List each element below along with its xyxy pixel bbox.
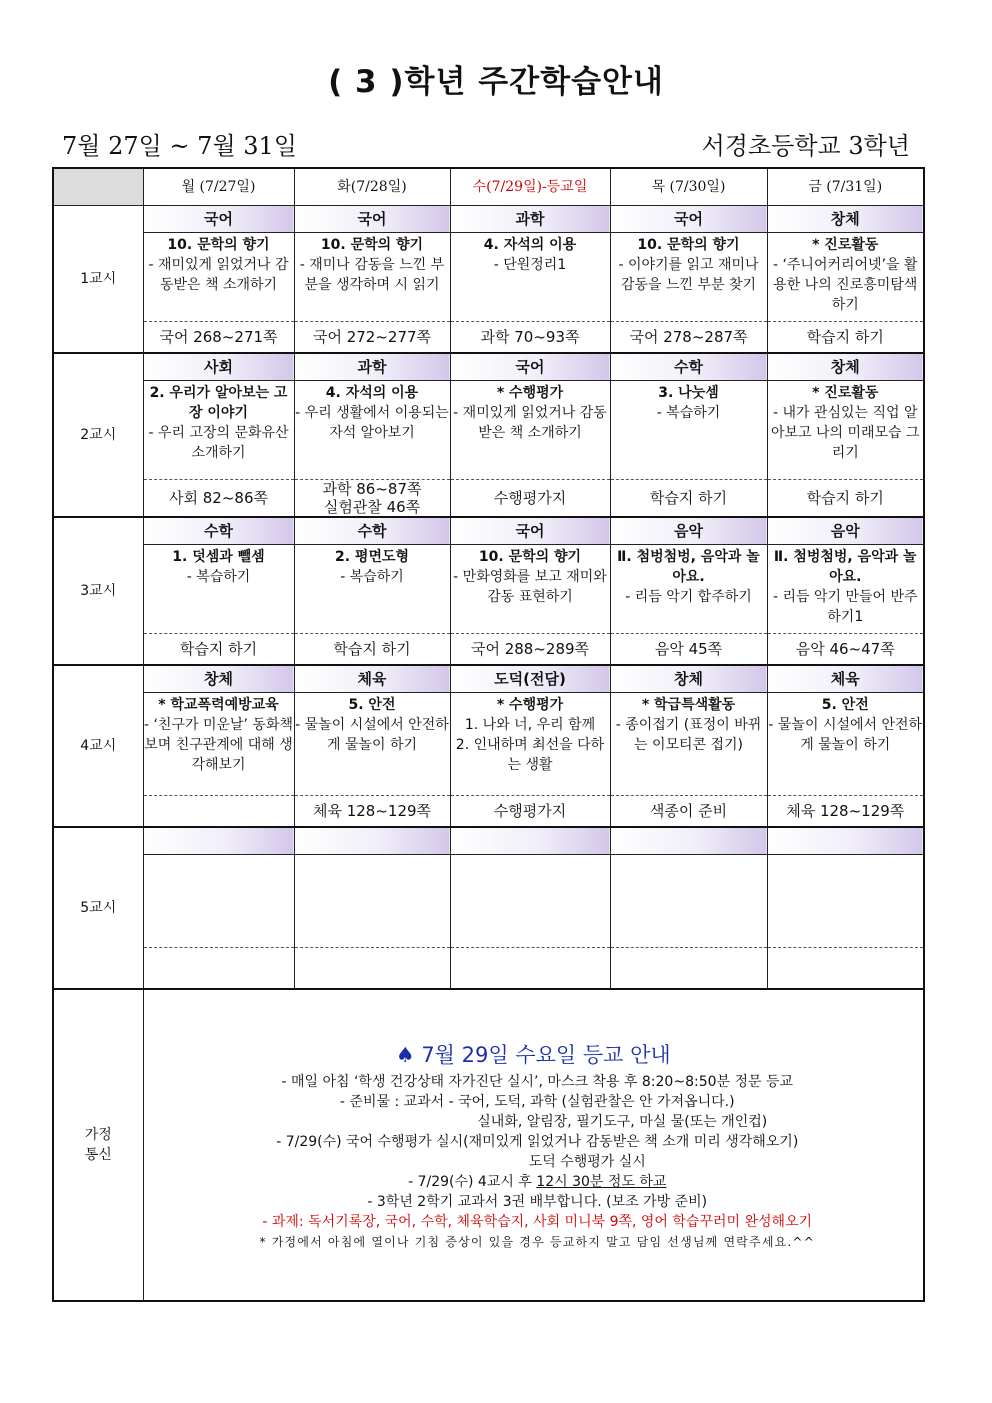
lesson-title: 4. 자석의 이용 (483, 237, 577, 253)
textbook-page-cell (143, 948, 294, 990)
subject-cell: 수학 (610, 353, 767, 381)
lesson-description: - 물놀이 시설에서 안전하게 물놀이 하기 (295, 717, 449, 753)
subject-cell: 국어 (610, 206, 767, 233)
page-title: ( 3 )학년 주간학습안내 (328, 64, 664, 100)
lesson-description: - 단원정리1 (493, 257, 567, 273)
period-label: 1교시 (53, 206, 143, 354)
subject-cell: 체육 (294, 665, 450, 693)
lesson-title: * 학급특색활동 (641, 697, 736, 713)
subject-cell: 창체 (610, 665, 767, 693)
page-row (53, 322, 924, 354)
lesson-cell (767, 855, 924, 948)
lesson-title: * 학교폭력예방교육 (158, 697, 279, 713)
lesson-cell (767, 693, 924, 796)
lesson-title: 10. 문학의 향기 (320, 237, 424, 253)
subject-cell (767, 827, 924, 855)
lesson-cell (450, 693, 610, 796)
subject-cell: 과학 (294, 353, 450, 381)
lesson-title: * 수행평가 (496, 697, 564, 713)
lesson-title: 4. 자석의 이용 (325, 385, 419, 401)
lesson-description: - 리듬 악기 만들어 반주하기1 (772, 589, 918, 625)
notice-text: (보조 가방 준비) (606, 1194, 708, 1210)
textbook-page-cell: 학습지 하기 (610, 480, 767, 518)
lesson-title: Ⅱ. 첨벙첨벙, 음악과 놀아요. (773, 549, 917, 585)
notice-text-underlined: 12시 30분 정도 하교 (536, 1174, 667, 1190)
page-row (53, 480, 924, 518)
notice-row (53, 989, 924, 1301)
notice-line: 실내화, 알림장, 필기도구, 마실 물(또는 개인컵) (477, 1114, 768, 1130)
lesson-cell (610, 855, 767, 948)
textbook-page-cell: 국어 272~277쪽 (294, 322, 450, 354)
textbook-page-cell: 사회 82~86쪽 (143, 480, 294, 518)
lesson-cell (610, 545, 767, 634)
subject-cell (450, 827, 610, 855)
textbook-page-cell: 음악 45쪽 (610, 634, 767, 666)
lesson-cell (143, 855, 294, 948)
lesson-cell (610, 693, 767, 796)
lesson-cell (450, 381, 610, 480)
textbook-page-cell: 음악 46~47쪽 (767, 634, 924, 666)
subject-cell: 국어 (450, 353, 610, 381)
lesson-description: - ‘친구가 미운날’ 동화책 보며 친구관계에 대해 생각해보기 (143, 717, 294, 773)
subject-cell (610, 827, 767, 855)
lesson-description: - 만화영화를 보고 재미와 감동 표현하기 (453, 569, 607, 605)
subject-cell: 국어 (294, 206, 450, 233)
content-row (53, 855, 924, 948)
lesson-description: - 재미있게 읽었거나 감동받은 책 소개하기 (148, 257, 289, 293)
lesson-cell (767, 545, 924, 634)
lesson-cell (143, 693, 294, 796)
day-header: 목 (7/30일) (610, 168, 767, 206)
subject-cell: 음악 (767, 517, 924, 545)
lesson-description: - 물놀이 시설에서 안전하게 물놀이 하기 (768, 717, 923, 753)
corner-cell (53, 168, 143, 206)
lesson-description: - 리듬 악기 합주하기 (625, 589, 752, 605)
notice-line: - 매일 아침 ‘학생 건강상태 자가진단 실시’, 마스크 착용 후 8:20~8:50분 정문 등교 (281, 1074, 794, 1090)
lesson-cell (294, 855, 450, 948)
notice-text: 실시(재미있게 읽었거나 감동받은 책 소개 미리 생각해오기) (431, 1134, 799, 1150)
textbook-page-cell (143, 796, 294, 828)
textbook-page-cell: 국어 278~287쪽 (610, 322, 767, 354)
notice-text: - 준비물 : 교과서 - (339, 1094, 459, 1110)
day-header: 월 (7/27일) (143, 168, 294, 206)
subject-cell: 국어 (143, 206, 294, 233)
lesson-cell (143, 545, 294, 634)
lesson-title: 1. 덧셈과 뺄셈 (172, 549, 265, 565)
subject-cell: 수학 (143, 517, 294, 545)
period-label: 3교시 (53, 517, 143, 665)
day-header-school-day: 수(7/29일)-등교일 (450, 168, 610, 206)
lesson-title: * 진로활동 (812, 385, 879, 401)
content-row (53, 693, 924, 796)
textbook-page-cell: 수행평가지 (450, 480, 610, 518)
notice-line (144, 1192, 924, 1212)
subject-cell: 창체 (767, 206, 924, 233)
notice-line (144, 1132, 924, 1152)
lesson-description: 1. 나와 너, 우리 함께 2. 인내하며 최선을 다하는 생활 (455, 717, 605, 773)
lesson-title: 10. 문학의 향기 (478, 549, 582, 565)
subject-cell: 체육 (767, 665, 924, 693)
notice-line (144, 1172, 924, 1192)
notice-text: 실시 (614, 1154, 646, 1170)
lesson-cell (143, 233, 294, 322)
notice-label (53, 989, 143, 1301)
notice-line (144, 1092, 924, 1112)
lesson-description: - 복습하기 (340, 569, 404, 585)
lesson-title: Ⅱ. 첨벙첨벙, 음악과 놀아요. (617, 549, 760, 585)
lesson-description: - 우리 고장의 문화유산 소개하기 (148, 425, 289, 461)
textbook-page-cell: 색종이 준비 (610, 796, 767, 828)
lesson-title: 5. 안전 (821, 697, 869, 713)
lesson-description: - 복습하기 (186, 569, 251, 585)
notice-text: 국어 수행평가 (346, 1134, 432, 1150)
lesson-description: - 내가 관심있는 직업 알아보고 나의 미래모습 그리기 (770, 405, 920, 461)
content-row (53, 381, 924, 480)
day-header: 화(7/28일) (294, 168, 450, 206)
subject-cell: 과학 (450, 206, 610, 233)
page-row (53, 796, 924, 828)
day-header: 금 (7/31일) (767, 168, 924, 206)
period-label: 4교시 (53, 665, 143, 827)
subject-cell (143, 827, 294, 855)
notice-line (144, 1152, 924, 1172)
lesson-title: * 수행평가 (496, 385, 564, 401)
lesson-description: - 이야기를 읽고 재미나 감동을 느낀 부분 찾기 (618, 257, 759, 293)
textbook-page-cell: 학습지 하기 (294, 634, 450, 666)
page-row (53, 634, 924, 666)
notice-text-bold: 국어, 도덕, 과학 (실험관찰은 안 가져옵니다.) (458, 1094, 735, 1110)
subject-cell: 음악 (610, 517, 767, 545)
lesson-cell (767, 233, 924, 322)
content-row (53, 545, 924, 634)
subject-cell: 국어 (450, 517, 610, 545)
day-header-row (53, 168, 924, 206)
lesson-description: - 재미있게 읽었거나 감동받은 책 소개하기 (453, 405, 607, 441)
subject-cell: 도덕(전담) (450, 665, 610, 693)
textbook-page-cell: 국어 288~289쪽 (450, 634, 610, 666)
textbook-page-cell: 체육 128~129쪽 (767, 796, 924, 828)
subject-cell: 창체 (143, 665, 294, 693)
textbook-page-cell (610, 948, 767, 990)
notice-content (143, 989, 924, 1301)
lesson-cell (450, 545, 610, 634)
school-name: 서경초등학교 3학년 (701, 132, 910, 160)
textbook-page-cell (450, 948, 610, 990)
textbook-page-cell: 과학 86~87쪽 실험관찰 46쪽 (294, 480, 450, 518)
lesson-cell (294, 233, 450, 322)
lesson-cell (143, 381, 294, 480)
subject-row (53, 517, 924, 545)
subject-row (53, 827, 924, 855)
notice-text: 도덕 수행평가 (528, 1154, 615, 1170)
lesson-cell (450, 855, 610, 948)
notice-heading: ♠ 7월 29일 수요일 등교 안내 (395, 1043, 671, 1067)
lesson-title: 10. 문학의 향기 (637, 237, 740, 253)
period-label: 2교시 (53, 353, 143, 517)
textbook-page-cell: 국어 268~271쪽 (143, 322, 294, 354)
textbook-page-cell: 학습지 하기 (143, 634, 294, 666)
lesson-title: 3. 나눗셈 (658, 385, 719, 401)
lesson-cell (767, 381, 924, 480)
notice-text: - 3학년 2학기 교과서 3권 배부합니다. (367, 1194, 607, 1210)
lesson-title: * 진로활동 (812, 237, 879, 253)
subject-cell: 사회 (143, 353, 294, 381)
lesson-description: - ‘주니어커리어넷’을 활용한 나의 진로흥미탐색하기 (772, 257, 918, 313)
notice-homework: - 과제: 독서기록장, 국어, 수학, 체육학습지, 사회 미니북 9쪽, 영어 학습꾸러미 완성해오기 (262, 1214, 813, 1230)
notice-text: 4교시 후 (477, 1174, 537, 1190)
lesson-description: - 종이접기 (표정이 바뀌는 이모티콘 접기) (615, 717, 762, 753)
subject-cell: 수학 (294, 517, 450, 545)
subject-row (53, 665, 924, 693)
lesson-description: - 복습하기 (656, 405, 721, 421)
notice-footnote: * 가정에서 아침에 열이나 기침 증상이 있을 경우 등교하지 말고 담임 선생님께 연락주세요.^^ (259, 1235, 815, 1249)
textbook-page-cell (294, 948, 450, 990)
notice-text: - 7/29(수) (408, 1174, 478, 1190)
subject-row (53, 353, 924, 381)
subject-row (53, 206, 924, 233)
date-range: 7월 27일 ~ 7월 31일 (62, 132, 297, 160)
lesson-cell (294, 545, 450, 634)
timetable (52, 167, 925, 1302)
textbook-page-cell: 학습지 하기 (767, 480, 924, 518)
lesson-title: 2. 평면도형 (334, 549, 410, 565)
notice-text: - 7/29(수) (276, 1134, 347, 1150)
lesson-cell (610, 381, 767, 480)
lesson-cell (610, 233, 767, 322)
lesson-title: 5. 안전 (348, 697, 396, 713)
notice-label-text: 가정 통신 (84, 1127, 112, 1163)
textbook-page-cell (767, 948, 924, 990)
lesson-cell (450, 233, 610, 322)
textbook-page-cell: 수행평가지 (450, 796, 610, 828)
content-row (53, 233, 924, 322)
subject-cell (294, 827, 450, 855)
textbook-page-cell: 과학 70~93쪽 (450, 322, 610, 354)
lesson-cell (294, 381, 450, 480)
subject-cell: 창체 (767, 353, 924, 381)
lesson-cell (294, 693, 450, 796)
page-row (53, 948, 924, 990)
lesson-description: - 재미나 감동을 느낀 부분을 생각하며 시 읽기 (299, 257, 445, 293)
textbook-page-cell: 체육 128~129쪽 (294, 796, 450, 828)
lesson-title: 2. 우리가 알아보는 고장 이야기 (149, 385, 288, 421)
period-label: 5교시 (53, 827, 143, 989)
lesson-title: 10. 문학의 향기 (167, 237, 270, 253)
textbook-page-cell: 학습지 하기 (767, 322, 924, 354)
lesson-description: - 우리 생활에서 이용되는 자석 알아보기 (295, 405, 449, 441)
